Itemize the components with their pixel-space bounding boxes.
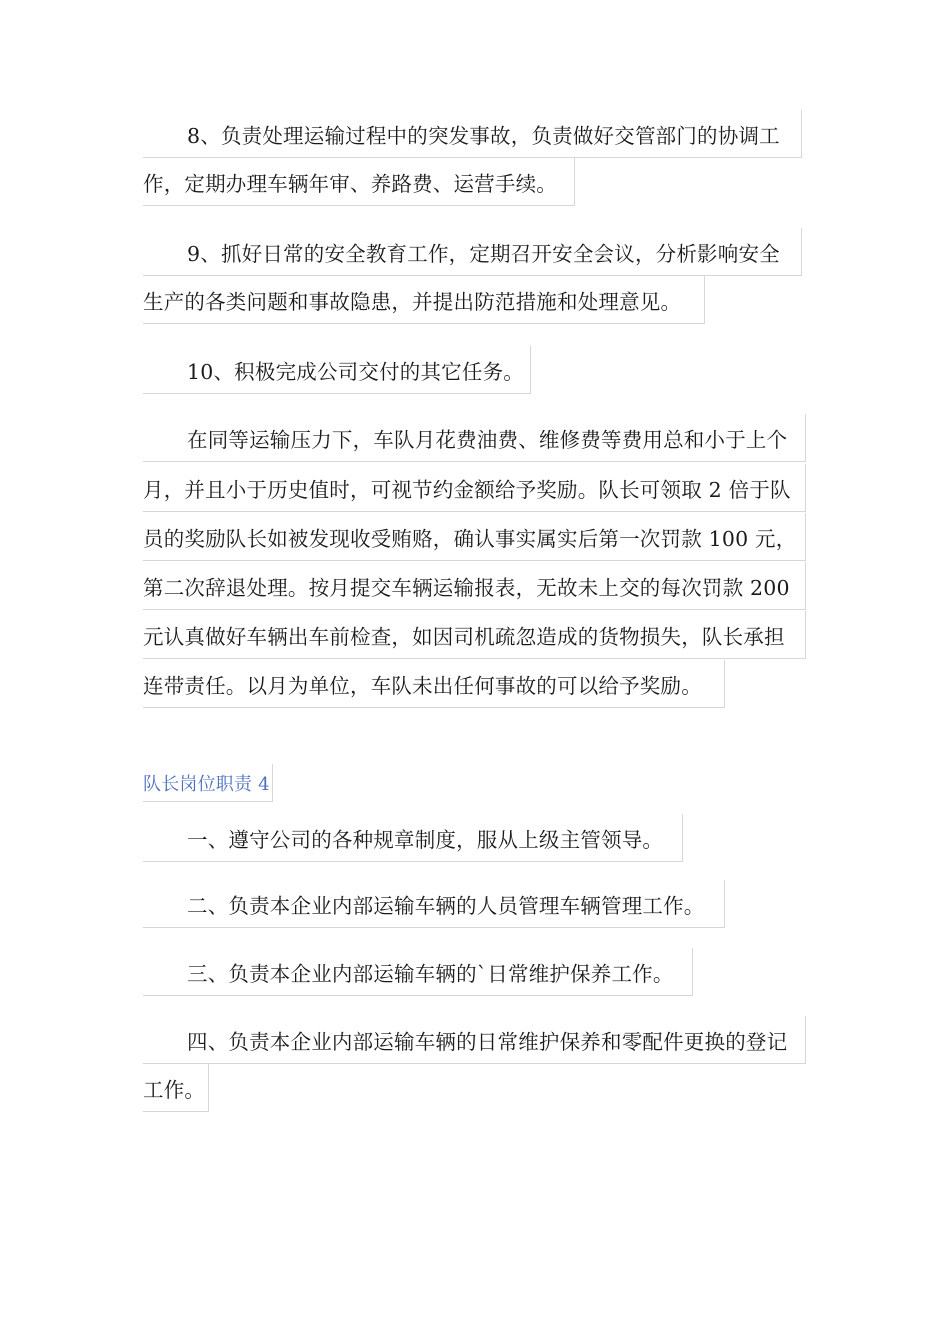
- duty-item-1: [143, 814, 683, 862]
- reward-paragraph-line-1: [143, 414, 806, 462]
- paragraph-text: 工作。: [143, 1078, 206, 1102]
- paragraph-text: 月，并且小于历史值时，可视节约金额给予奖励。队长可领取 2 倍于队: [143, 478, 791, 502]
- paragraph-10-line-1: [143, 346, 531, 394]
- duty-item-4-line-1: [143, 1016, 806, 1064]
- paragraph-text: 连带责任。以月为单位，车队未出任何事故的可以给予奖励。: [143, 674, 702, 698]
- reward-paragraph-line-3: [143, 513, 806, 561]
- duty-item-4-line-2: [143, 1064, 209, 1112]
- paragraph-text: 8、负责处理运输过程中的突发事故，负责做好交管部门的协调工: [187, 124, 780, 148]
- paragraph-text: 生产的各类问题和事故隐患，并提出防范措施和处理意见。: [143, 290, 682, 314]
- reward-paragraph-line-5: [143, 611, 806, 659]
- paragraph-text: 一、遵守公司的各种规章制度，服从上级主管领导。: [187, 828, 664, 852]
- paragraph-text: 元认真做好车辆出车前检查，如因司机疏忽造成的货物损失，队长承担: [143, 625, 785, 649]
- paragraph-9-line-1: [143, 228, 802, 276]
- reward-paragraph-line-2: [143, 464, 806, 512]
- paragraph-text: 第二次辞退处理。按月提交车辆运输报表，无故未上交的每次罚款 200: [143, 576, 790, 600]
- paragraph-text: 四、负责本企业内部运输车辆的日常维护保养和零配件更换的登记: [187, 1030, 788, 1054]
- paragraph-text: 三、负责本企业内部运输车辆的`日常维护保养工作。: [187, 962, 674, 986]
- heading-text: 队长岗位职责 4: [143, 774, 270, 795]
- reward-paragraph-line-4: [143, 562, 806, 610]
- duty-item-2: [143, 880, 725, 928]
- duty-item-3: [143, 948, 693, 996]
- paragraph-text: 二、负责本企业内部运输车辆的人员管理车辆管理工作。: [187, 894, 705, 918]
- paragraph-9-line-2: [143, 276, 705, 324]
- paragraph-text: 10、积极完成公司交付的其它任务。: [187, 360, 524, 384]
- paragraph-text: 作，定期办理车辆年审、养路费、运营手续。: [143, 172, 557, 196]
- paragraph-8-line-1: [143, 110, 802, 158]
- paragraph-8-line-2: [143, 158, 575, 206]
- reward-paragraph-line-6: [143, 660, 725, 708]
- paragraph-text: 9、抓好日常的安全教育工作，定期召开安全会议，分析影响安全: [187, 242, 780, 266]
- section-heading: [143, 764, 273, 802]
- paragraph-text: 员的奖励队长如被发现收受贿赂，确认事实属实后第一次罚款 100 元，: [143, 527, 797, 551]
- paragraph-text: 在同等运输压力下，车队月花费油费、维修费等费用总和小于上个: [187, 428, 788, 452]
